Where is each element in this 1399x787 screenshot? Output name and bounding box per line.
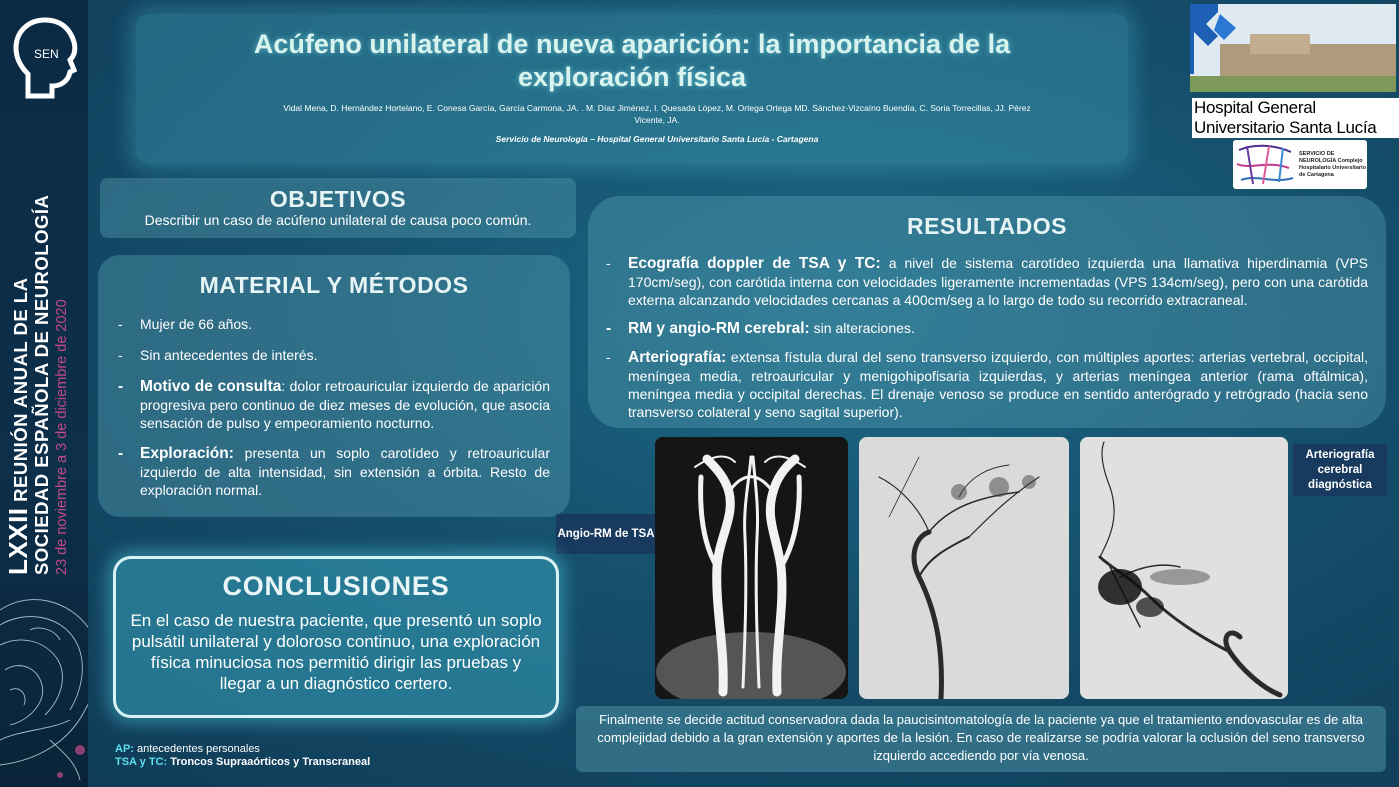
list-item: - Arteriografía: extensa fístula dural del seno transverso izquierdo, con múltiples aportes: arterias vertebral, occipital, meníngea media, retroauricular y menigohipofisaria izquierdas, y arterias meníngea anterior (rama oftálmica), meníngea media y occipital derechas. El drenaje venoso se produce en sentido anterógrado y retrógrado (hacia seno transverso colateral y seno sagital superior). xyxy=(606,349,1368,420)
arteriography-vessels-icon xyxy=(859,437,1069,699)
list-item: - Mujer de 66 años. xyxy=(118,316,253,332)
service-logo-text: SERVICIO DE NEUROLOGÍA Complejo Hospitalario Universitario de Cartagena xyxy=(1299,151,1366,178)
objetivos-heading: OBJETIVOS xyxy=(269,186,407,212)
resultados-heading: RESULTADOS xyxy=(906,213,1068,239)
arteriography-label: Arteriografía cerebral diagnóstica xyxy=(1293,444,1387,496)
objetivos-section xyxy=(100,178,576,238)
resultados-section xyxy=(588,196,1386,428)
list-item: - Sin antecedentes de interés. xyxy=(118,347,318,363)
brain-illustration-icon xyxy=(0,590,88,787)
meeting-number: LXXII xyxy=(3,507,33,575)
abbreviation-item: AP: antecedentes personales xyxy=(115,743,260,755)
resultados-list xyxy=(606,254,1368,421)
angio-rm-image xyxy=(655,437,848,699)
hospital-name: Hospital General Universitario Santa Lucía xyxy=(1192,98,1399,138)
hospital-logo xyxy=(1188,4,1399,140)
material-list xyxy=(118,315,550,499)
list-item: - Ecografía doppler de TSA y TC: a nivel de sistema carotídeo izquierda una llamativa hiperdinamia (VPS 170cm/seg), con carótida interna con velocidades ligeramente incrementadas (VPS 134cm/seg), pero con una carótida externa alcanzando velocidades cercanas a 400cm/seg a lo largo de todo su recorrido extracraneal. xyxy=(606,255,1368,308)
svg-text:SEN: SEN xyxy=(34,47,59,61)
abbreviation-item: TSA y TC: Troncos Supraaórticos y Transcraneal xyxy=(115,756,371,768)
meeting-line2: SOCIEDAD ESPAÑOLA DE NEUROLOGÍA xyxy=(31,194,52,575)
meeting-line1: REUNIÓN ANUAL DE LA xyxy=(10,277,31,502)
arteriography-fistula-icon xyxy=(1080,437,1288,699)
conclusiones-section xyxy=(113,556,559,718)
objetivos-text: Describir un caso de acúfeno unilateral de causa poco común. xyxy=(144,212,532,228)
hospital-building-icon xyxy=(1190,4,1396,92)
arteriography-image-1 xyxy=(859,437,1069,699)
neurology-service-logo xyxy=(1233,140,1367,189)
list-item: - Motivo de consulta: dolor retroauricular izquierdo de aparición progresiva pero continuo de diez meses de evolución, que asocia sensación de pulso y empeoramiento nocturno. xyxy=(118,378,550,431)
list-item: - Exploración: presenta un soplo carotídeo y retroauricular izquierdo de alta intensidad, sin extensión a órbita. Resto de exploración normal. xyxy=(118,445,550,498)
authors: Vidal Mena, D. Hernández Hortelano, E. Conesa García, García Carmona, JA. . M. Díaz Jiménez, I. Quesada López, M. Ortega Ortega MD. Sánchez-Vizcaíno Buendía, C. Soria Torrecillas, JJ. Pérez Vicente, JA. xyxy=(283,103,1031,125)
conclusiones-text: En el caso de nuestra paciente, que presentó un soplo pulsátil unilateral y doloroso continuo, una exploración física minuciosa nos permitió dirigir las pruebas y llegar a un diagnóstico certero. xyxy=(130,611,542,693)
abbreviations xyxy=(115,743,370,769)
sidebar xyxy=(0,0,88,787)
conclusiones-heading: CONCLUSIONES xyxy=(222,571,450,601)
arteriography-image-2 xyxy=(1080,437,1288,699)
title-banner xyxy=(136,14,1128,164)
hospital-photo xyxy=(1190,4,1396,92)
angio-rm-label: Angio-RM de TSA xyxy=(556,514,656,554)
neuro-network-icon xyxy=(1233,140,1297,189)
meeting-dates: 23 de noviembre a 3 de diciembre de 2020 xyxy=(54,299,70,575)
material-section xyxy=(98,255,570,517)
poster-title: Acúfeno unilateral de nueva aparición: la importancia de la exploración física xyxy=(253,29,1011,92)
service-affiliation: Servicio de Neurología – Hospital General Universitario Santa Lucía - Cartagena xyxy=(495,134,819,144)
meeting-title-vertical xyxy=(3,15,88,575)
final-note: Finalmente se decide actitud conservadora dada la paucisintomatología de la paciente ya que el tratamiento endovascular es de alta complejidad debido a la gran extensión y aportes de la lesión. En caso de realizarse se podría valorar la oclusión del seno transverso izquierdo accediendo por vía venosa. xyxy=(576,706,1386,772)
material-heading: MATERIAL Y MÉTODOS xyxy=(199,272,469,298)
angio-rm-vessels-icon xyxy=(655,437,848,699)
list-item: - RM y angio-RM cerebral: sin alteraciones. xyxy=(606,320,915,337)
